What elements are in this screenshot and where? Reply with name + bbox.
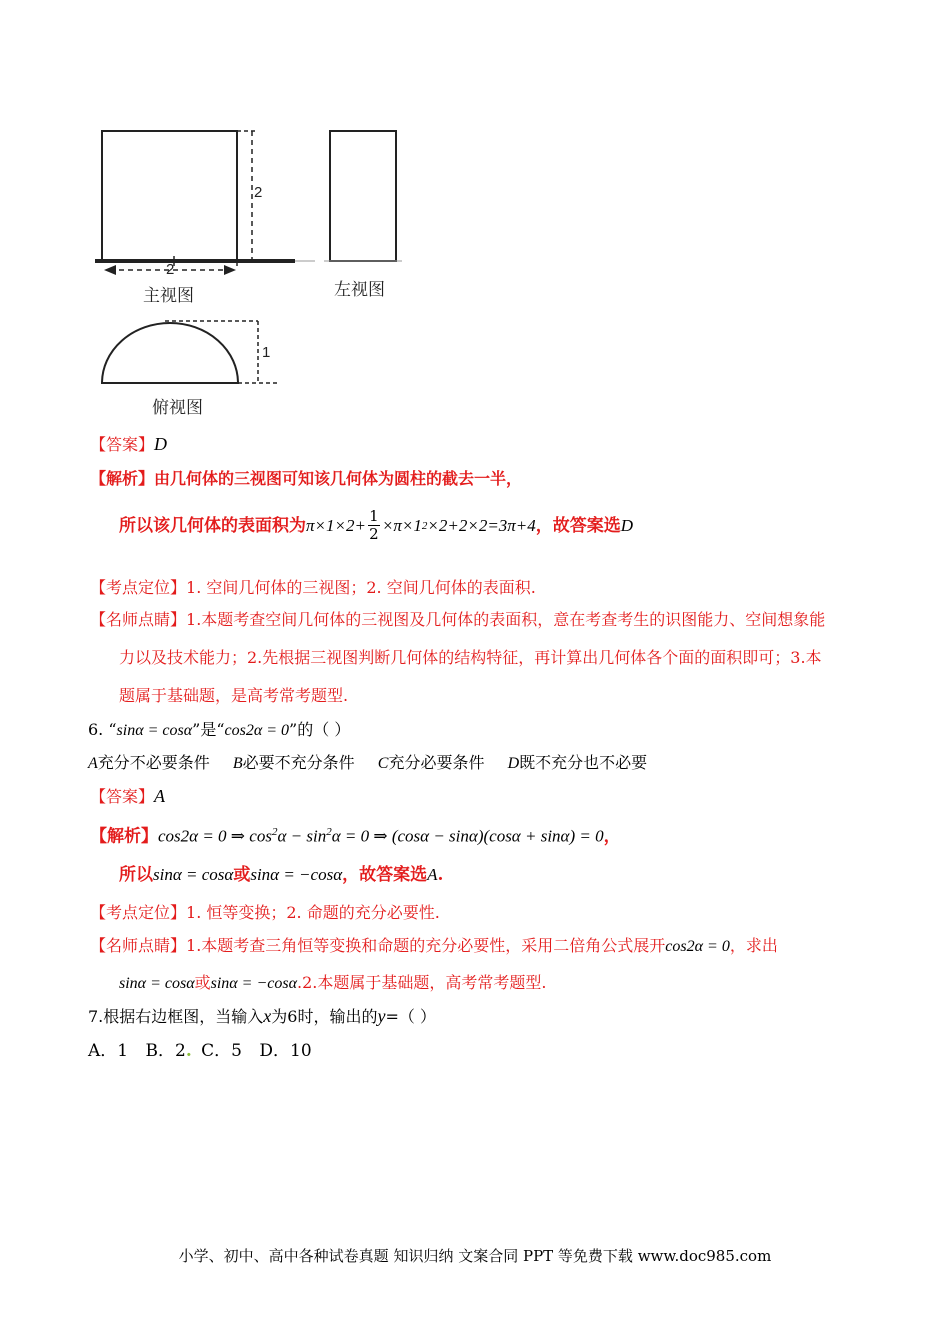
three-view-figure	[90, 120, 410, 420]
analysis-tag: 【解析】	[90, 469, 155, 488]
q5-analysis-line2: 所以该几何体的表面积为 π×1×2+ $\frac{1}{2}$ ×π×1 2 ×2+2×2=3π+4 ，故答案选 D	[119, 507, 634, 543]
page-footer: 小学、初中、高中各种试卷真题 知识归纳 文案合同 PPT 等免费下载 www.doc985.com	[178, 1247, 772, 1265]
left-view-label: 左视图	[334, 280, 385, 300]
q5-answer	[90, 433, 167, 456]
q6-mingshi-line1: 【名师点睛】1.本题考查三角恒等变换和命题的充分必要性，采用二倍角公式展开cos2α = 0，求出	[90, 936, 778, 955]
q7-options	[88, 1040, 312, 1062]
q6-kaodian: 【考点定位】1. 恒等变换；2. 命题的充分必要性.	[90, 903, 440, 922]
q5-analysis-line1: 【解析】由几何体的三视图可知该几何体为圆柱的截去一半，	[90, 469, 523, 488]
dim-radius-label: 1	[262, 344, 271, 361]
q7-option-a: A．1	[88, 1041, 129, 1061]
dim-width-label: 2	[166, 261, 175, 278]
q6-answer: 【答案】A	[90, 786, 166, 806]
answer-tag: 【答案】	[90, 435, 155, 454]
q7-green-dot: .	[185, 1041, 192, 1061]
left-view-rect	[330, 131, 396, 261]
q5-mingshi-line2: 力以及技术能力；2.先根据三视图判断几何体的结构特征，再计算出几何体各个面的面积即可；3.本	[119, 648, 822, 667]
q6-analysis-line2: 所以sinα = cosα或sinα = −cosα，故答案选A.	[119, 865, 444, 885]
q7-option-d: D．10	[259, 1041, 312, 1061]
q7-option-c: C．5	[201, 1041, 242, 1061]
q6-options: A充分不必要条件 B必要不充分条件 C充分必要条件 D既不充分也不必要	[88, 753, 648, 772]
q7-option-b: B．2	[145, 1041, 186, 1061]
top-view-semicircle	[102, 323, 238, 383]
q6-mingshi-line2: sinα = cosα或sinα = −cosα.2.本题属于基础题，高考常考题型.	[119, 973, 547, 992]
fraction-one-half: $\frac{1}{2}$	[369, 507, 379, 543]
dim-height-label: 2	[254, 184, 263, 201]
q5-mingshi-line1: 【名师点睛】1.本题考查空间几何体的三视图及几何体的表面积，意在考查考生的识图能力、空间想象能	[90, 610, 826, 629]
q7-stem: 7.根据右边框图，当输入x为6时，输出的y=（ ）	[88, 1006, 436, 1026]
q6-analysis-line1: 【解析】cos2α = 0 ⇒ $\cos^2\alpha - \sin^2\alpha = 0$ ⇒ (cosα − sinα)(cosα + sinα) = 0，	[90, 826, 621, 847]
front-view-rect	[102, 131, 237, 261]
front-view-label: 主视图	[143, 286, 194, 306]
q6-stem: 6. “sinα = cosα”是“cos2α = 0”的（ ）	[88, 720, 351, 739]
answer-value: D	[154, 434, 168, 454]
q5-mingshi-line3: 题属于基础题，是高考常考题型.	[119, 686, 349, 705]
q5-kaodian: 【考点定位】1. 空间几何体的三视图；2. 空间几何体的表面积.	[90, 578, 536, 597]
top-view-label: 俯视图	[152, 398, 203, 418]
